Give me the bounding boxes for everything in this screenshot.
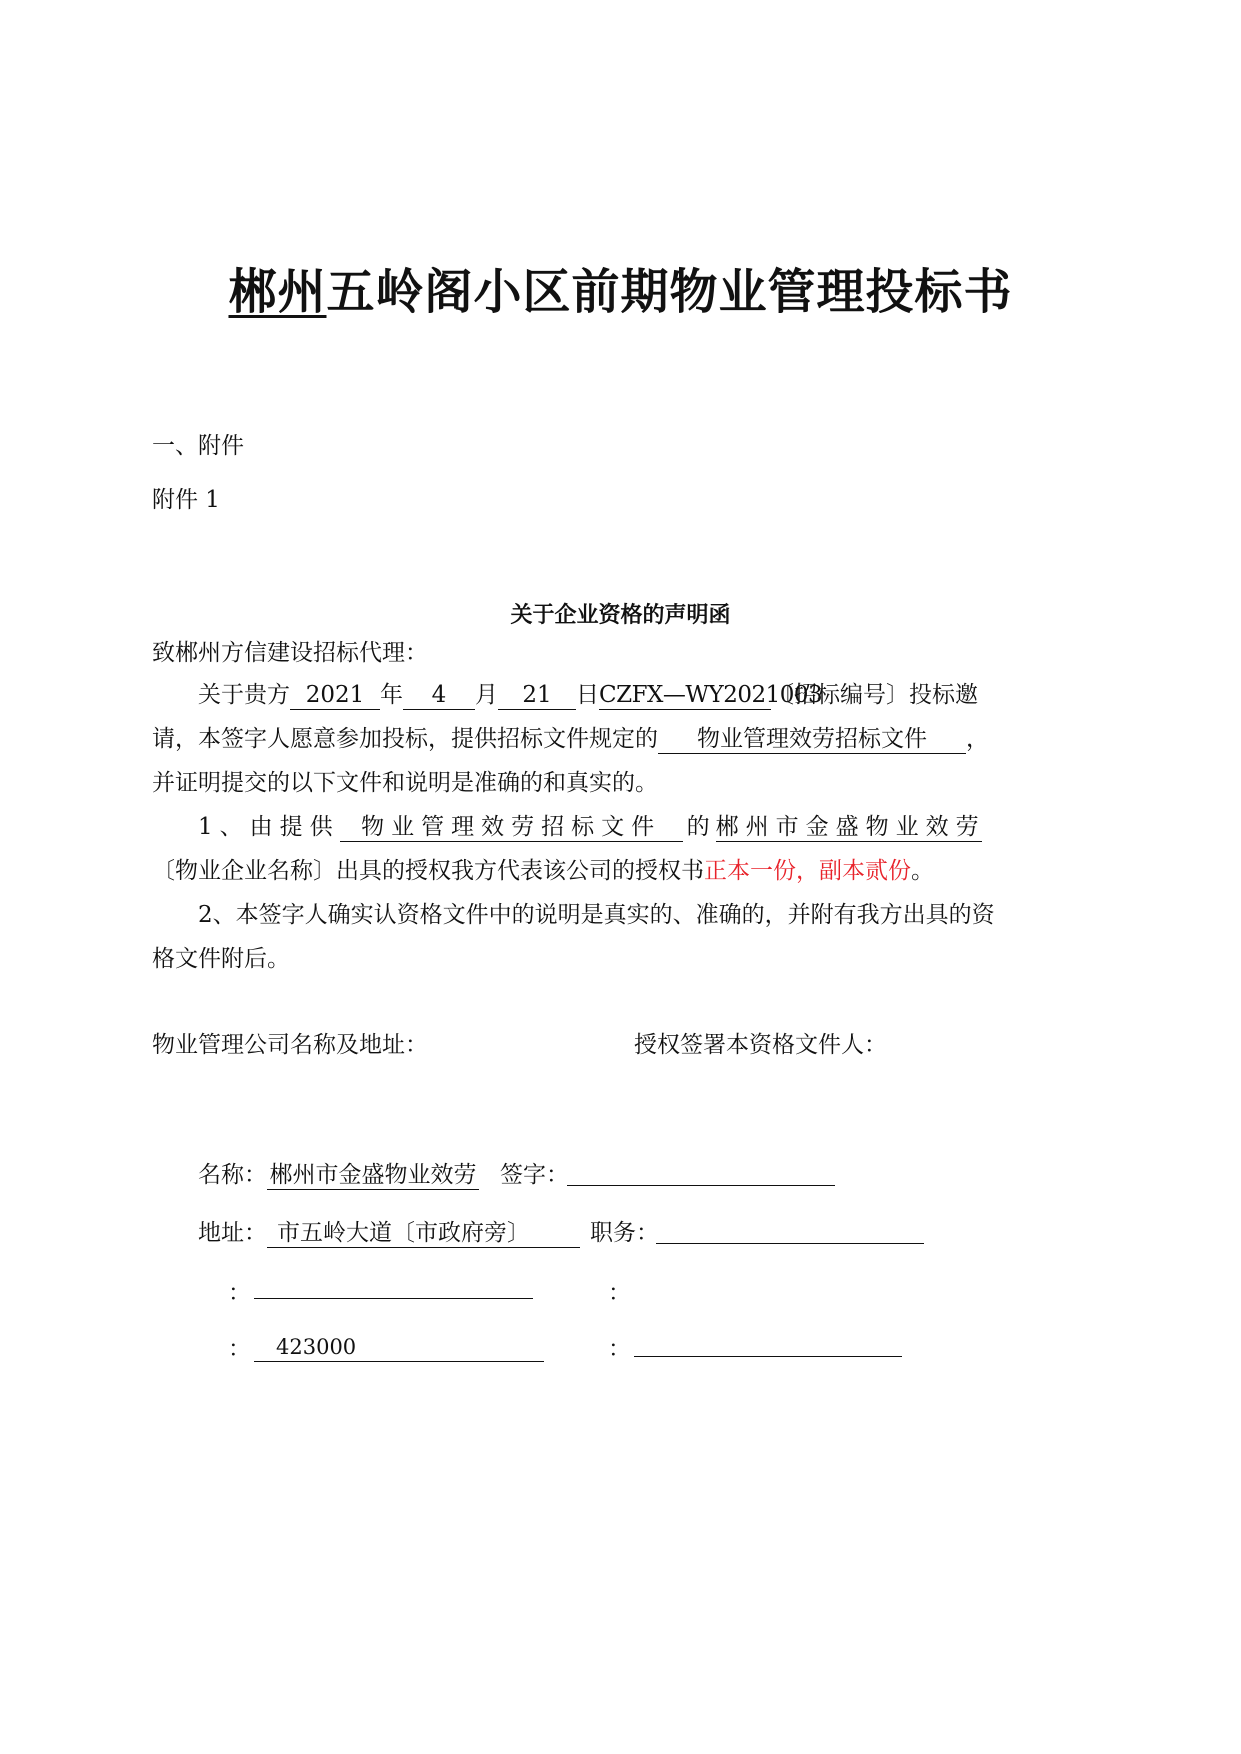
row3-line-left [254,1298,533,1299]
attachment-label: 附件 1 [152,487,220,513]
item1-mid: 的 [686,814,710,840]
para1-line2 [152,724,989,754]
item1-line2-end: 。 [911,858,934,884]
title-rest: 五岭阁小区前期物业管理投标书 [326,264,1013,320]
declaration-heading: 关于企业资格的声明函 [510,603,731,628]
item1-line2-text: 〔物业企业名称〕出具的授权我方代表该公司的授权书 [152,858,704,884]
name-label: 名称： [198,1162,267,1188]
address-value: 市五岭大道〔市政府旁〕 [267,1219,580,1248]
title-city: 郴州 [228,264,327,320]
item2-line1: 2、本签字人确实认资格文件中的说明是真实的、准确的，并附有我方出具的资 [198,902,995,928]
bid-number: CZFX—WY2021003 [599,682,823,708]
para1-line3: 并证明提交的以下文件和说明是准确的和真实的。 [152,770,658,796]
company-label: 物业管理公司名称及地址： [152,1032,428,1058]
addressee: 致郴州方信建设招标代理： [152,640,428,666]
signature-line [567,1185,835,1186]
company-name: 郴州市金盛物业效劳 [715,814,986,840]
row3-colon-right: ： [608,1280,631,1306]
name-row [198,1160,479,1190]
month-unit: 月 [475,682,498,708]
para1-line2-end: ， [966,726,989,752]
tender-doc-name: 物业管理效劳招标文件 [658,725,966,754]
position-label: 职务： [590,1220,659,1246]
row4-colon-right: ： [608,1336,631,1362]
item2-line2: 格文件附后。 [152,946,290,972]
signature-label: 签字： [500,1162,569,1188]
signer-label: 授权签署本资格文件人： [634,1032,887,1058]
bid-tail: 〔招标编号〕投标邀 [771,682,978,708]
day-unit: 日 [576,682,599,708]
section-label: 一、附件 [152,433,244,459]
item1-prefix: 1、由提供 [198,814,340,840]
bid-day: 21 [498,681,576,710]
row3-colon-left: ： [228,1280,251,1306]
item1-line2 [152,856,934,886]
postcode-field [254,1332,544,1362]
bid-month: 4 [403,681,475,710]
name-value: 郴州市金盛物业效劳 [267,1161,479,1190]
document-title [0,253,1241,322]
year-unit: 年 [380,682,403,708]
address-label: 地址： [198,1220,267,1246]
para1-line2-prefix: 请，本签字人愿意参加投标，提供招标文件规定的 [152,726,658,752]
row4-colon-left: ： [228,1336,251,1362]
item1-line1 [198,812,986,842]
para1-prefix: 关于贵方 [198,682,290,708]
copies-note: 正本一份，副本贰份 [704,858,911,884]
position-line [656,1243,924,1244]
item1-doc-name: 物业管理效劳招标文件 [340,813,683,842]
row4-line-right [634,1356,902,1357]
bid-year: 2021 [290,681,380,710]
postcode-value: 423000 [254,1333,544,1362]
para1-line1 [198,680,978,710]
address-row [198,1218,580,1248]
